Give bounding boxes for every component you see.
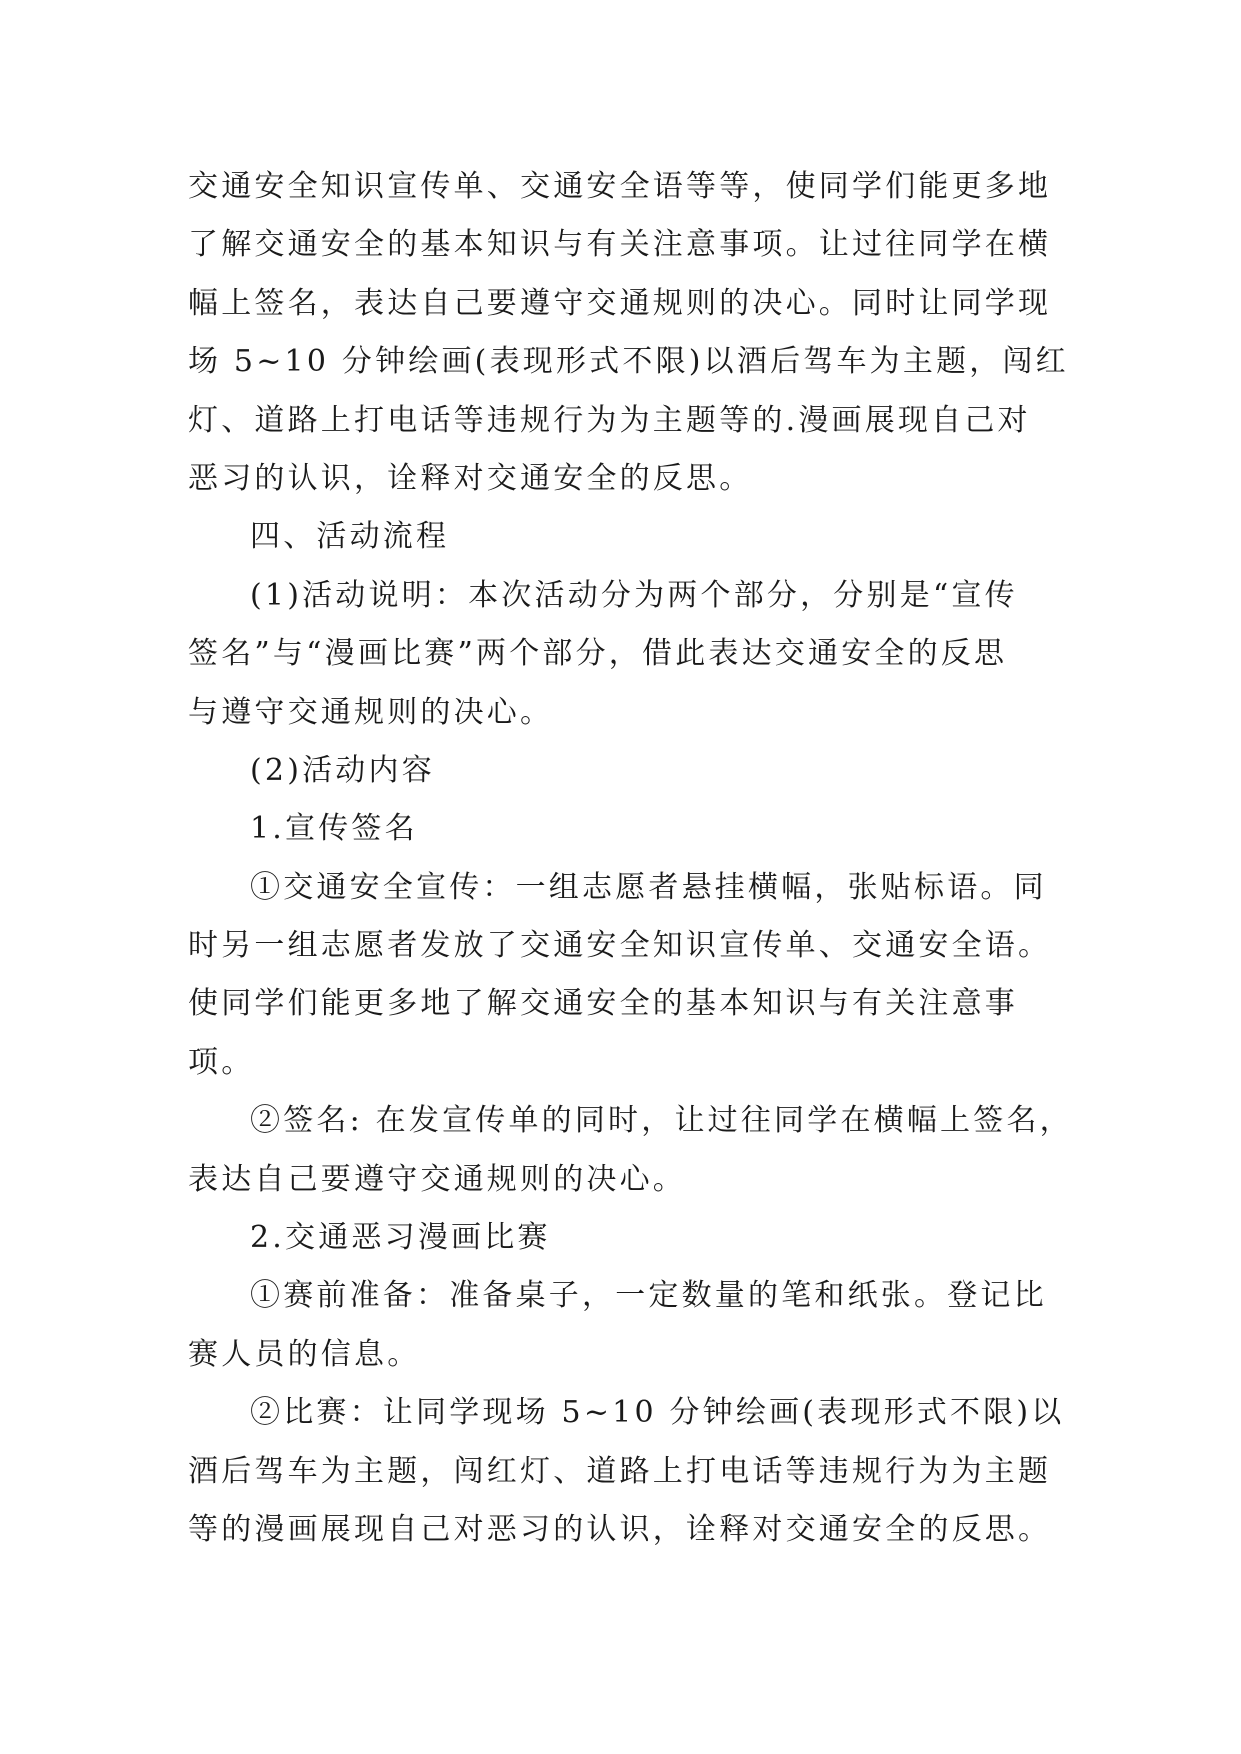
text-line: 交通安全知识宣传单、交通安全语等等，使同学们能更多地 (188, 169, 1052, 204)
text-line: 幅上签名，表达自己要遵守交通规则的决心。同时让同学现 (188, 285, 1052, 321)
text-line: ①赛前准备：准备桌子，一定数量的笔和纸张。登记比 (250, 1278, 1047, 1314)
text-line: 等的漫画展现自己对恶习的认识，诠释对交通安全的反思。 (188, 1511, 1052, 1547)
text-line: 灯、道路上打电话等违规行为为主题等的.漫画展现自己对 (188, 402, 1031, 438)
text-line: 恶习的认识，诠释对交通安全的反思。 (188, 460, 753, 496)
text-line: 表达自己要遵守交通规则的决心。 (188, 1161, 686, 1197)
text-line: 与遵守交通规则的决心。 (188, 694, 554, 730)
text-line: 项。 (188, 1044, 255, 1080)
text-line: 赛人员的信息。 (188, 1336, 421, 1372)
text-line: ①交通安全宣传：一组志愿者悬挂横幅，张贴标语。同 (250, 869, 1047, 905)
text-line: ②比赛：让同学现场 5~10 分钟绘画(表现形式不限)以 (250, 1395, 1065, 1431)
text-line: 时另一组志愿者发放了交通安全知识宣传单、交通安全语。 (188, 928, 1052, 964)
section-heading: 四、活动流程 (250, 519, 450, 555)
subsection-heading: (2)活动内容 (250, 752, 435, 788)
text-line: (1)活动说明：本次活动分为两个部分，分别是“宣传 (250, 577, 1018, 613)
text-line: ②签名: 在发宣传单的同时，让过往同学在横幅上签名， (250, 1103, 1073, 1139)
text-line: 了解交通安全的基本知识与有关注意事项。让过往同学在横 (188, 227, 1052, 263)
document-body (188, 158, 1073, 1559)
subsection-heading: 1.宣传签名 (250, 811, 418, 847)
text-line: 使同学们能更多地了解交通安全的基本知识与有关注意事 (188, 986, 1018, 1022)
text-line: 签名”与“漫画比赛”两个部分，借此表达交通安全的反思 (188, 636, 1008, 672)
text-line: 酒后驾车为主题，闯红灯、道路上打电话等违规行为为主题 (188, 1453, 1052, 1489)
subsection-heading: 2.交通恶习漫画比赛 (250, 1220, 551, 1256)
text-line: 场 5~10 分钟绘画(表现形式不限)以酒后驾车为主题，闯红 (188, 344, 1069, 380)
